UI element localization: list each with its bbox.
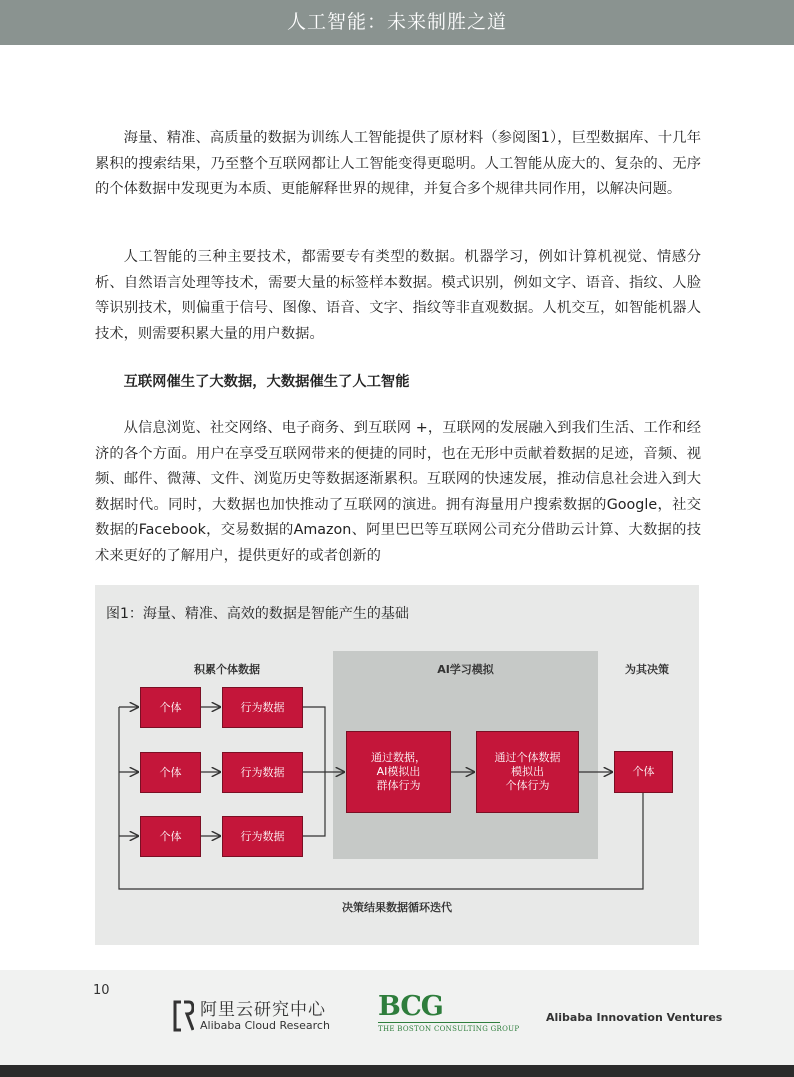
body-paragraph-1 (95, 126, 701, 203)
alibaba-logo-icon (172, 1000, 194, 1032)
alibaba-cloud-research-logo (172, 1000, 330, 1032)
loop-label: 决策结果数据循环迭代 (342, 901, 452, 914)
header-title: 人工智能：未来制胜之道 (286, 11, 507, 33)
paragraph-text: 海量、精准、高质量的数据为训练人工智能提供了原材料（参阅图1），巨型数据库、十几年累积的搜索结果，乃至整个互联网都让人工智能变得更聪明。人工智能从庞大的、复杂的、无序的个体数据中发现更为本质、更能解释世界的规律，并复合多个规律共同作用，以解决问题。 (95, 130, 701, 197)
alibaba-cn-name: 阿里云研究中心 (200, 999, 326, 1020)
column-label-ai: AI学习模拟 (437, 663, 494, 676)
body-paragraph-3 (95, 416, 701, 569)
decision-individual-box: 个体 (614, 751, 673, 793)
paragraph-text: 从信息浏览、社交网络、电子商务、到互联网 +，互联网的发展融入到我们生活、工作和经济的各个方面。用户在享受互联网带来的便捷的同时，也在无形中贡献着数据的足迹，音频、视频、邮件、微薄、文件、浏览历史等数据逐渐累积。互联网的快速发展，推动信息社会进入到大数据时代。同时，大数据也加快推动了互联网的演进。拥有海量用户搜索数据的Google，社交数据的Facebook，交易数据的Amazon、阿里巴巴等互联网公司充分借助云计算、大数据的技术来更好的了解用户，提供更好的或者创新的 (95, 420, 701, 564)
page-footer (0, 970, 794, 1065)
behavior-data-box-2: 行为数据 (222, 752, 303, 793)
bottom-bar (0, 1065, 794, 1077)
behavior-data-box-3: 行为数据 (222, 816, 303, 857)
page-header (0, 0, 794, 45)
bcg-logo (378, 992, 519, 1033)
bcg-mark: BCG (378, 991, 443, 1022)
individual-box-2: 个体 (140, 752, 201, 793)
individual-box-1: 个体 (140, 687, 201, 728)
alibaba-innovation-ventures-logo: Alibaba Innovation Ventures (546, 1011, 723, 1024)
paragraph-text: 人工智能的三种主要技术，都需要专有类型的数据。机器学习，例如计算机视觉、情感分析、自然语言处理等技术，需要大量的标签样本数据。模式识别，例如文字、语音、指纹、人脸等识别技术，则偏重于信号、图像、语音、文字、指纹等非直观数据。人机交互，如智能机器人技术，则需要积累大量的用户数据。 (95, 249, 701, 342)
figure-title: 图1：海量、精准、高效的数据是智能产生的基础 (106, 606, 409, 622)
alibaba-en-name: Alibaba Cloud Research (200, 1018, 330, 1032)
heading-text: 互联网催生了大数据，大数据催生了人工智能 (123, 374, 410, 390)
body-paragraph-2 (95, 245, 701, 347)
column-label-decision: 为其决策 (625, 663, 669, 676)
column-label-accumulate: 积累个体数据 (194, 663, 260, 676)
bcg-subtitle: THE BOSTON CONSULTING GROUP (378, 1025, 520, 1033)
page-number: 10 (93, 983, 110, 998)
ai-group-model-box: 通过数据， AI模拟出 群体行为 (346, 731, 451, 813)
ai-individual-model-box: 通过个体数据 模拟出 个体行为 (476, 731, 579, 813)
bcg-rule (378, 1022, 500, 1023)
figure-1 (95, 585, 699, 945)
individual-box-3: 个体 (140, 816, 201, 857)
section-heading (95, 370, 701, 396)
behavior-data-box-1: 行为数据 (222, 687, 303, 728)
